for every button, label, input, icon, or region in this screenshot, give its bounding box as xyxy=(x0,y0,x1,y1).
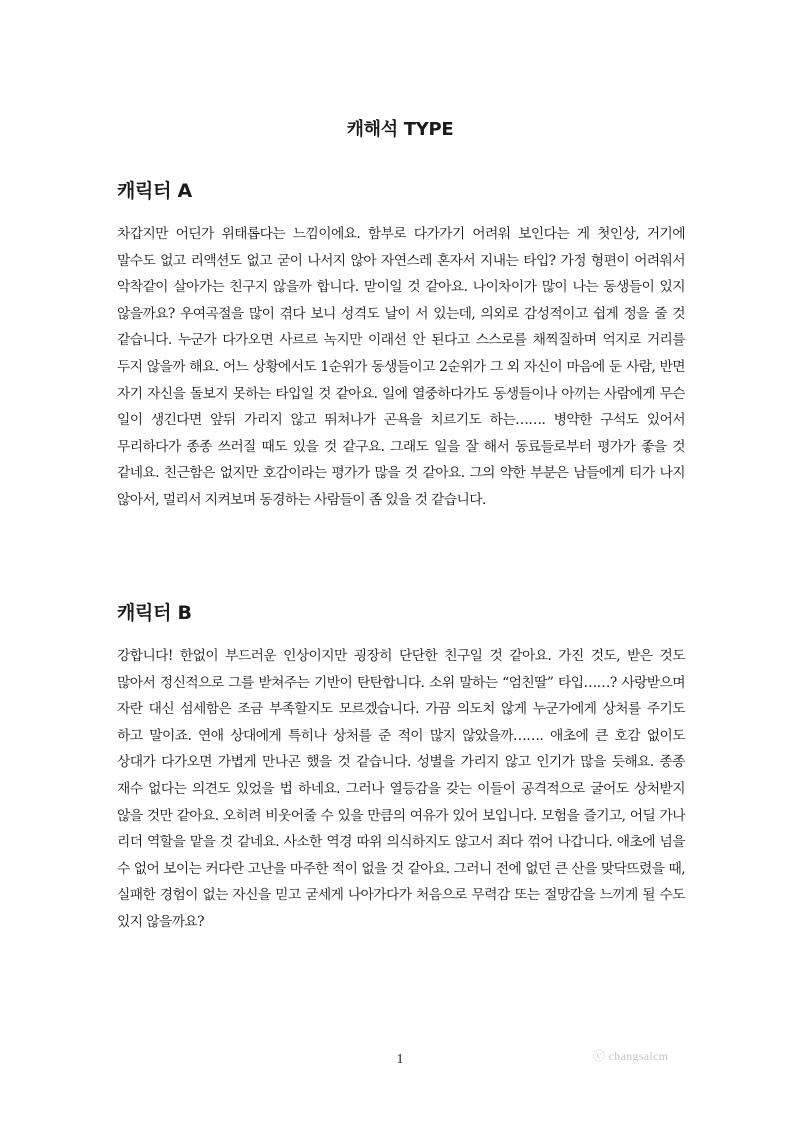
section-paragraph-character-a: 차갑지만 어딘가 위태롭다는 느낌이에요. 함부로 다가가기 어려워 보인다는 게 첫인상, 거기에 말수도 없고 리액션도 없고 굳이 나서지 않아 자연스레 혼자서 지내는 타입? 가정 형편이 어려워서 악착같이 살아가는 친구지 않을까 합니다. 맏이일 것 같아요. 나이차이가 많이 나는 동생들이 있지 않을까요? 우여곡절을 많이 겪다 보니 성격도 날이 서 있는데, 의외로 감성적이고 쉽게 정을 줄 것 같습니다. 누군가 다가오면 사르르 녹지만 이래선 안 된다고 스스로를 채찍질하며 억지로 거리를 두지 않을까 해요. 어느 상황에서도 1순위가 동생들이고 2순위가 그 외 자신이 마음에 둔 사람, 반면 자기 자신을 돌보지 못하는 타입일 것 같아요. 일에 열중하다가도 동생들이나 아끼는 사람에게 무슨 일이 생긴다면 앞뒤 가리지 않고 뛰쳐나가 곤욕을 치르기도 하는……. 병약한 구석도 있어서 무리하다가 종종 쓰러질 때도 있을 것 같구요. 그래도 일을 잘 해서 동료들로부터 평가가 좋을 것 같네요. 친근함은 없지만 호감이라는 평가가 많을 것 같아요. 그의 약한 부분은 남들에게 티가 나지 않아서, 멀리서 지켜보며 동경하는 사람들이 좀 있을 것 같습니다. xyxy=(117,226,685,508)
copyright-watermark: ⓒ changsalcm xyxy=(593,1049,669,1063)
section-paragraph-character-b: 강합니다! 한없이 부드러운 인상이지만 굉장히 단단한 친구일 것 같아요. 가진 것도, 받은 것도 많아서 정신적으로 그를 받쳐주는 기반이 탄탄합니다. 소위 말하는 “엄친딸” 타입……? 사랑받으며 자란 대신 섬세함은 조금 부족할지도 모르겠습니다. 가끔 의도치 않게 누군가에게 상처를 주기도 하고 말이죠. 연애 상대에게 특히나 상처를 준 적이 많지 않았을까……. 애초에 큰 호감 없이도 상대가 다가오면 가볍게 만나곤 했을 것 같습니다. 성별을 가리지 않고 인기가 많을 듯해요. 종종 재수 없다는 의견도 있었을 법 하네요. 그러나 열등감을 갖는 이들이 공격적으로 굴어도 상처받지 않을 것만 같아요. 오히려 비웃어줄 수 있을 만큼의 여유가 있어 보입니다. 모험을 즐기고, 어딜 가나 리더 역할을 맡을 것 같네요. 사소한 역경 따위 의식하지도 않고서 죄다 꺾어 나갑니다. 애초에 넘을 수 없어 보이는 커다란 고난을 마주한 적이 없을 것 같아요. 그러니 전에 없던 큰 산을 맞닥뜨렸을 때, 실패한 경험이 없는 자신을 믿고 굳세게 나아가다가 처음으로 무력감 또는 절망감을 느끼게 될 수도 있지 않을까요? xyxy=(117,648,685,930)
section-heading-character-a: 캐릭터 A xyxy=(117,180,192,202)
document-title: 캐해석 TYPE xyxy=(346,119,454,140)
section-heading-character-b: 캐릭터 B xyxy=(117,602,192,624)
page-number: 1 xyxy=(396,1052,404,1067)
